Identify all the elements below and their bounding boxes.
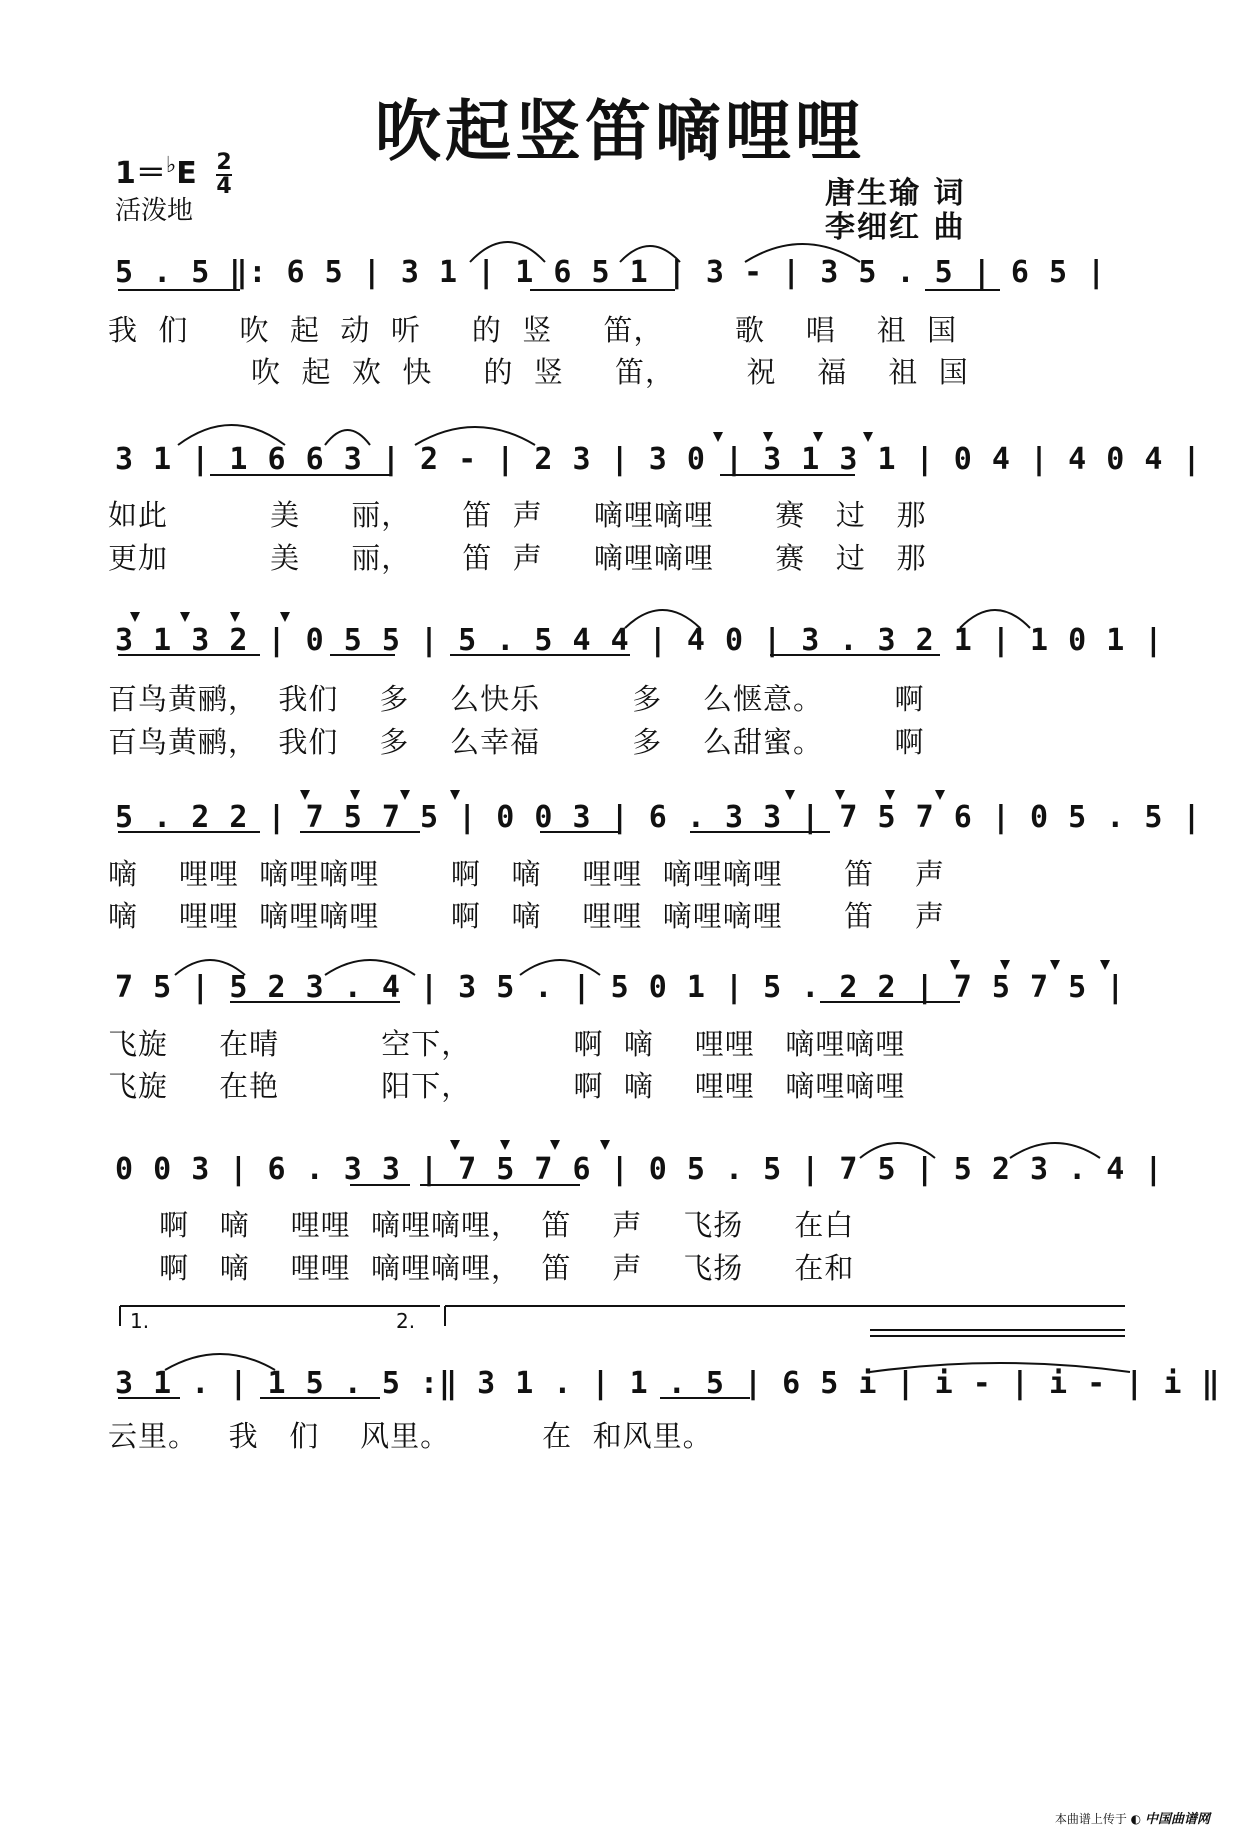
staccato-mark — [350, 790, 360, 800]
staccato-mark — [863, 432, 873, 442]
staccato-mark — [230, 612, 240, 622]
lyric-line-5b: 飞旋 在艳 阳下， 啊 嘀 哩哩 嘀哩嘀哩 — [108, 1069, 906, 1103]
song-title: 吹起竖笛嘀哩哩 — [375, 92, 865, 170]
time-bottom: 4 — [216, 173, 232, 199]
lyric-line-3b: 百鸟黄鹂， 我们 多 么幸福 多 么甜蜜。 啊 — [108, 725, 925, 759]
site-logo-icon: ◐ — [1130, 1812, 1142, 1826]
second-ending-label: 2. — [396, 1309, 416, 1333]
lyric-line-6a: 啊 嘀 哩哩 嘀哩嘀哩， 笛 声 飞扬 在白 — [108, 1208, 855, 1242]
site-footer — [1055, 1808, 1210, 1827]
lyric-line-3a: 百鸟黄鹂， 我们 多 么快乐 多 么惬意。 啊 — [108, 682, 925, 716]
staccato-mark — [950, 960, 960, 970]
staccato-mark — [885, 790, 895, 800]
lyricist-credit: 唐生瑜 词 — [825, 176, 966, 211]
staccato-mark — [450, 1140, 460, 1150]
lyric-line-6b: 啊 嘀 哩哩 嘀哩嘀哩， 笛 声 飞扬 在和 — [108, 1251, 855, 1285]
staccato-mark — [713, 432, 723, 442]
staccato-mark — [785, 790, 795, 800]
staccato-mark — [400, 790, 410, 800]
lyric-line-1a: 我 们 吹 起 动 听 的 竖 笛， 歌 唱 祖 国 — [108, 313, 958, 347]
lyric-line-7: 云里。 我 们 风里。 在 和风里。 — [108, 1419, 713, 1453]
notation-line-1: 5 . 5 ‖: 6 5 | 3 1 | 1 6 5 1 | 3 - | 3 5 . 5 | 6 5 | — [115, 255, 1107, 290]
lyric-line-5a: 飞旋 在晴 空下， 啊 嘀 哩哩 嘀哩嘀哩 — [108, 1027, 906, 1061]
notation-line-4: 5 . 2 2 | 7 5 7 5 | 0 0 3 | 6 . 3 3 | 7 5 7 6 | 0 5 . 5 | — [115, 800, 1202, 835]
footer-site-name: 中国曲谱网 — [1144, 1812, 1210, 1827]
staccato-mark — [550, 1140, 560, 1150]
lyric-line-1b: 吹 起 欢 快 的 竖 笛， 祝 福 祖 国 — [108, 355, 969, 389]
staccato-mark — [300, 790, 310, 800]
notation-line-2: 3 1 | 1 6 6 3 | 2 - | 2 3 | 3 0 | 3 1 3 1 | 0 4 | 4 0 4 | — [115, 442, 1202, 477]
first-ending-label: 1. — [130, 1309, 150, 1333]
lyric-line-2a: 如此 美 丽， 笛 声 嘀哩嘀哩 赛 过 那 — [108, 498, 927, 532]
notation-line-7: 3 1 . | 1 5 . 5 :‖ 3 1 . | 1 . 5 | 6 5 i | i - | i - | i ‖ — [115, 1366, 1221, 1401]
tempo-marking: 活泼地 — [115, 196, 194, 226]
staccato-mark — [1000, 960, 1010, 970]
staccato-mark — [280, 612, 290, 622]
composer-credit: 李细红 曲 — [825, 210, 966, 245]
footer-prefix: 本曲谱上传于 — [1054, 1812, 1127, 1826]
notation-line-3: 3 1 3 2 | 0 5 5 | 5 . 5 4 4 | 4 0 | 3 . 3 2 1 | 1 0 1 | — [115, 623, 1164, 658]
notation-line-6: 0 0 3 | 6 . 3 3 | 7 5 7 6 | 0 5 . 5 | 7 5 | 5 2 3 . 4 | — [115, 1152, 1164, 1187]
staccato-mark — [835, 790, 845, 800]
lyric-line-4a: 嘀 哩哩 嘀哩嘀哩 啊 嘀 哩哩 嘀哩嘀哩 笛 声 — [108, 857, 945, 891]
staccato-mark — [813, 432, 823, 442]
key-prefix: 1＝ — [115, 156, 166, 191]
staccato-mark — [1050, 960, 1060, 970]
notation-line-5: 7 5 | 5 2 3 . 4 | 3 5 . | 5 0 1 | 5 . 2 2 | 7 5 7 5 | — [115, 970, 1126, 1005]
staccato-mark — [600, 1140, 610, 1150]
flat-sign: ♭ — [165, 153, 177, 178]
lyric-line-2b: 更加 美 丽， 笛 声 嘀哩嘀哩 赛 过 那 — [108, 541, 927, 575]
staccato-mark — [1100, 960, 1110, 970]
staccato-mark — [763, 432, 773, 442]
time-top: 2 — [216, 149, 232, 175]
staccato-mark — [130, 612, 140, 622]
staccato-mark — [450, 790, 460, 800]
staccato-mark — [500, 1140, 510, 1150]
staccato-mark — [180, 612, 190, 622]
lyric-line-4b: 嘀 哩哩 嘀哩嘀哩 啊 嘀 哩哩 嘀哩嘀哩 笛 声 — [108, 899, 945, 933]
staccato-mark — [935, 790, 945, 800]
key-note: E — [176, 156, 197, 191]
